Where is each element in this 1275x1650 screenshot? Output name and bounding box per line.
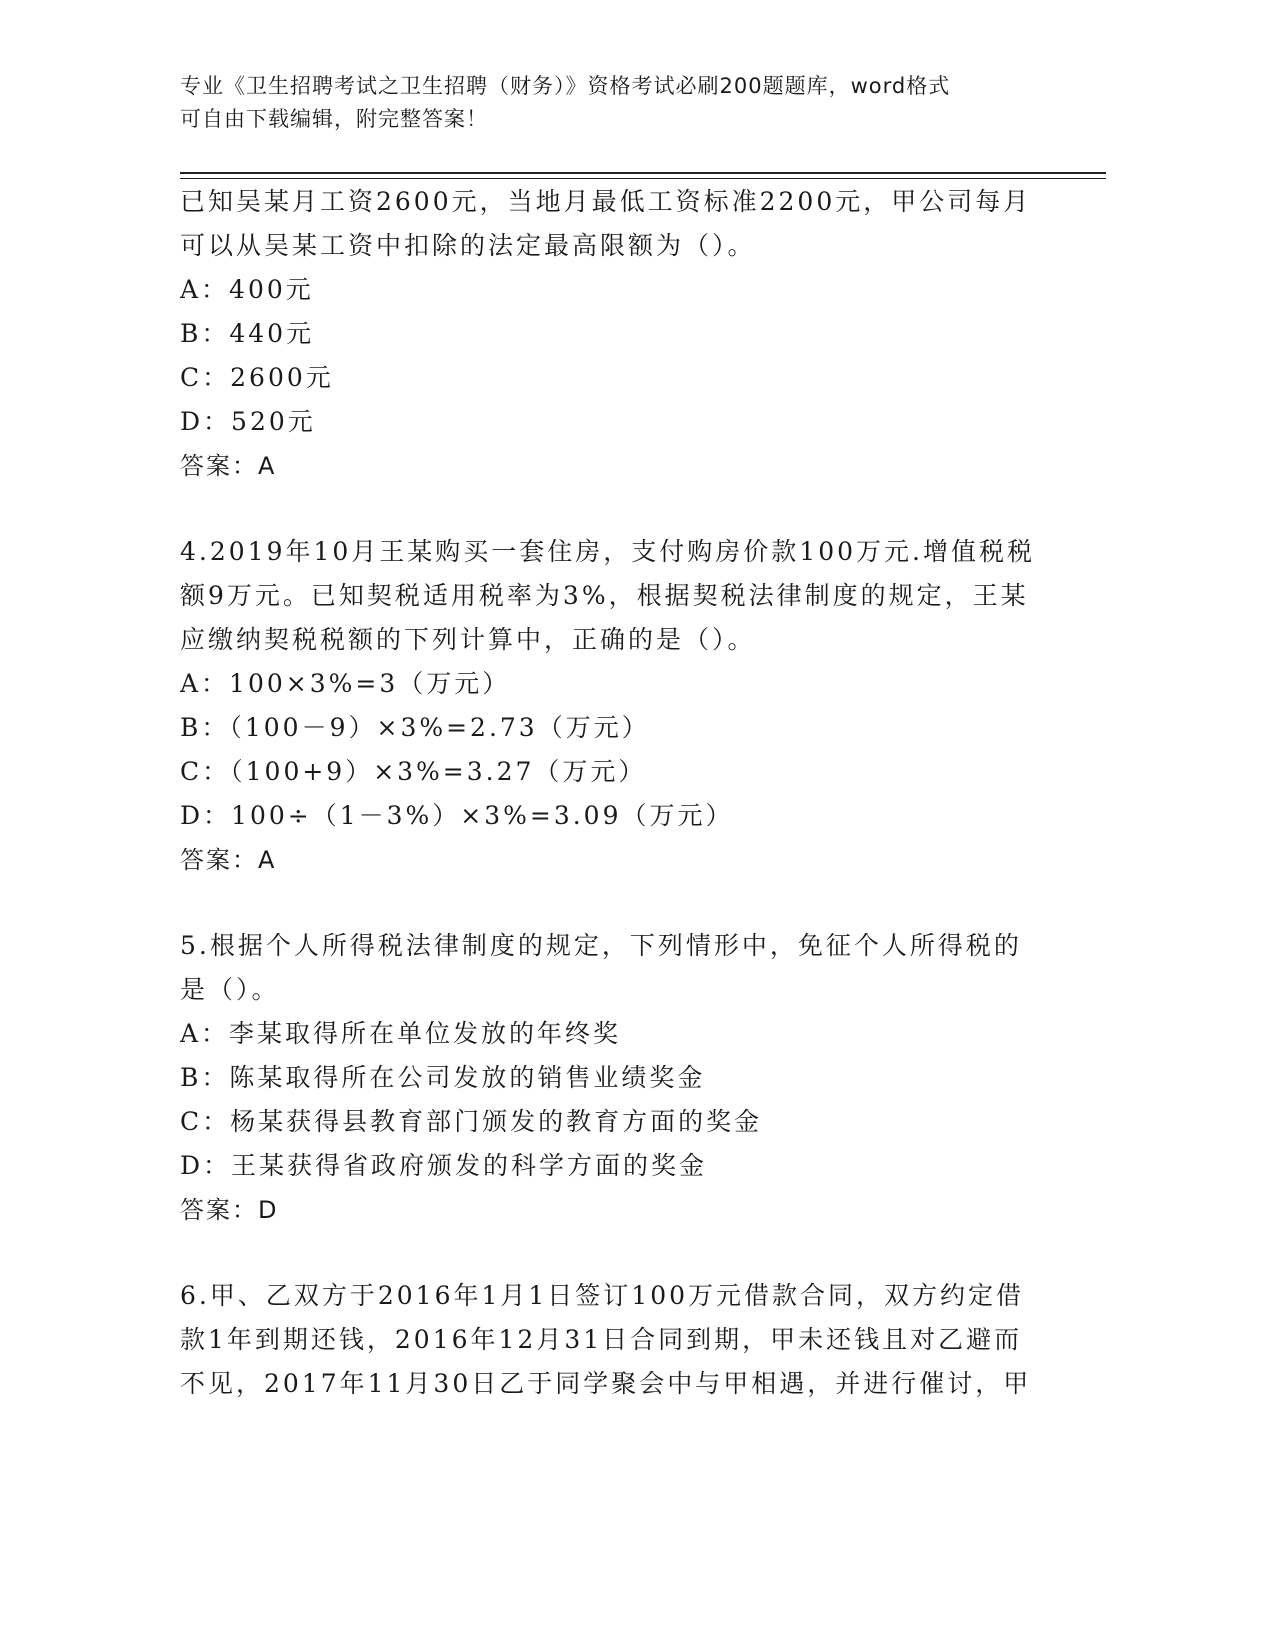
question-list [180, 178, 1060, 1406]
option-d: D：王某获得省政府颁发的科学方面的奖金 [180, 1151, 708, 1180]
question-text: 额9万元。已知契税适用税率为3%，根据契税法律制度的规定，王某 [180, 581, 1029, 610]
answer-label: 答案：A [180, 452, 277, 480]
question-text: 4.2019年10月王某购买一套住房，支付购房价款100万元.增值税税 [180, 537, 1035, 566]
option-b: B：陈某取得所在公司发放的销售业绩奖金 [180, 1063, 706, 1092]
header-line: 专业《卫生招聘考试之卫生招聘（财务）》资格考试必刷200题题库，word格式 [180, 74, 951, 98]
question-text: 6.甲、乙双方于2016年1月1日签订100万元借款合同，双方约定借 [180, 1281, 1025, 1310]
question-text: 可以从吴某工资中扣除的法定最高限额为（）。 [180, 231, 756, 260]
header-line: 可自由下载编辑，附完整答案！ [180, 107, 488, 131]
question-item [180, 530, 1060, 882]
question-spacer [180, 488, 1060, 530]
option-c: C：2600元 [180, 363, 334, 392]
question-text: 款1年到期还钱，2016年12月31日合同到期，甲未还钱且对乙避而 [180, 1325, 1023, 1354]
option-c: C：（100+9）×3%=3.27（万元） [180, 757, 647, 786]
question-item [180, 1274, 1060, 1406]
document-header [180, 70, 1040, 136]
question-item [180, 924, 1060, 1232]
question-text: 是（）。 [180, 975, 280, 1004]
option-a: A：李某取得所在单位发放的年终奖 [180, 1019, 622, 1048]
question-item [180, 178, 1060, 488]
question-spacer [180, 1232, 1060, 1274]
option-d: D：520元 [180, 407, 316, 436]
option-a: A：400元 [180, 275, 314, 304]
header-rule-thick [180, 172, 1106, 174]
answer-label: 答案：D [180, 1196, 279, 1224]
option-a: A：100×3%=3（万元） [180, 669, 511, 698]
question-text: 不见，2017年11月30日乙于同学聚会中与甲相遇，并进行催讨，甲 [180, 1369, 1032, 1398]
option-d: D：100÷（1－3%）×3%=3.09（万元） [180, 801, 734, 830]
option-b: B：（100－9）×3%=2.73（万元） [180, 713, 650, 742]
answer-label: 答案：A [180, 846, 277, 874]
question-spacer [180, 882, 1060, 924]
question-text: 已知吴某月工资2600元，当地月最低工资标准2200元，甲公司每月 [180, 187, 1032, 216]
question-text: 应缴纳契税税额的下列计算中，正确的是（）。 [180, 625, 756, 654]
option-b: B：440元 [180, 319, 315, 348]
option-c: C：杨某获得县教育部门颁发的教育方面的奖金 [180, 1107, 763, 1136]
question-text: 5.根据个人所得税法律制度的规定，下列情形中，免征个人所得税的 [180, 931, 1022, 960]
